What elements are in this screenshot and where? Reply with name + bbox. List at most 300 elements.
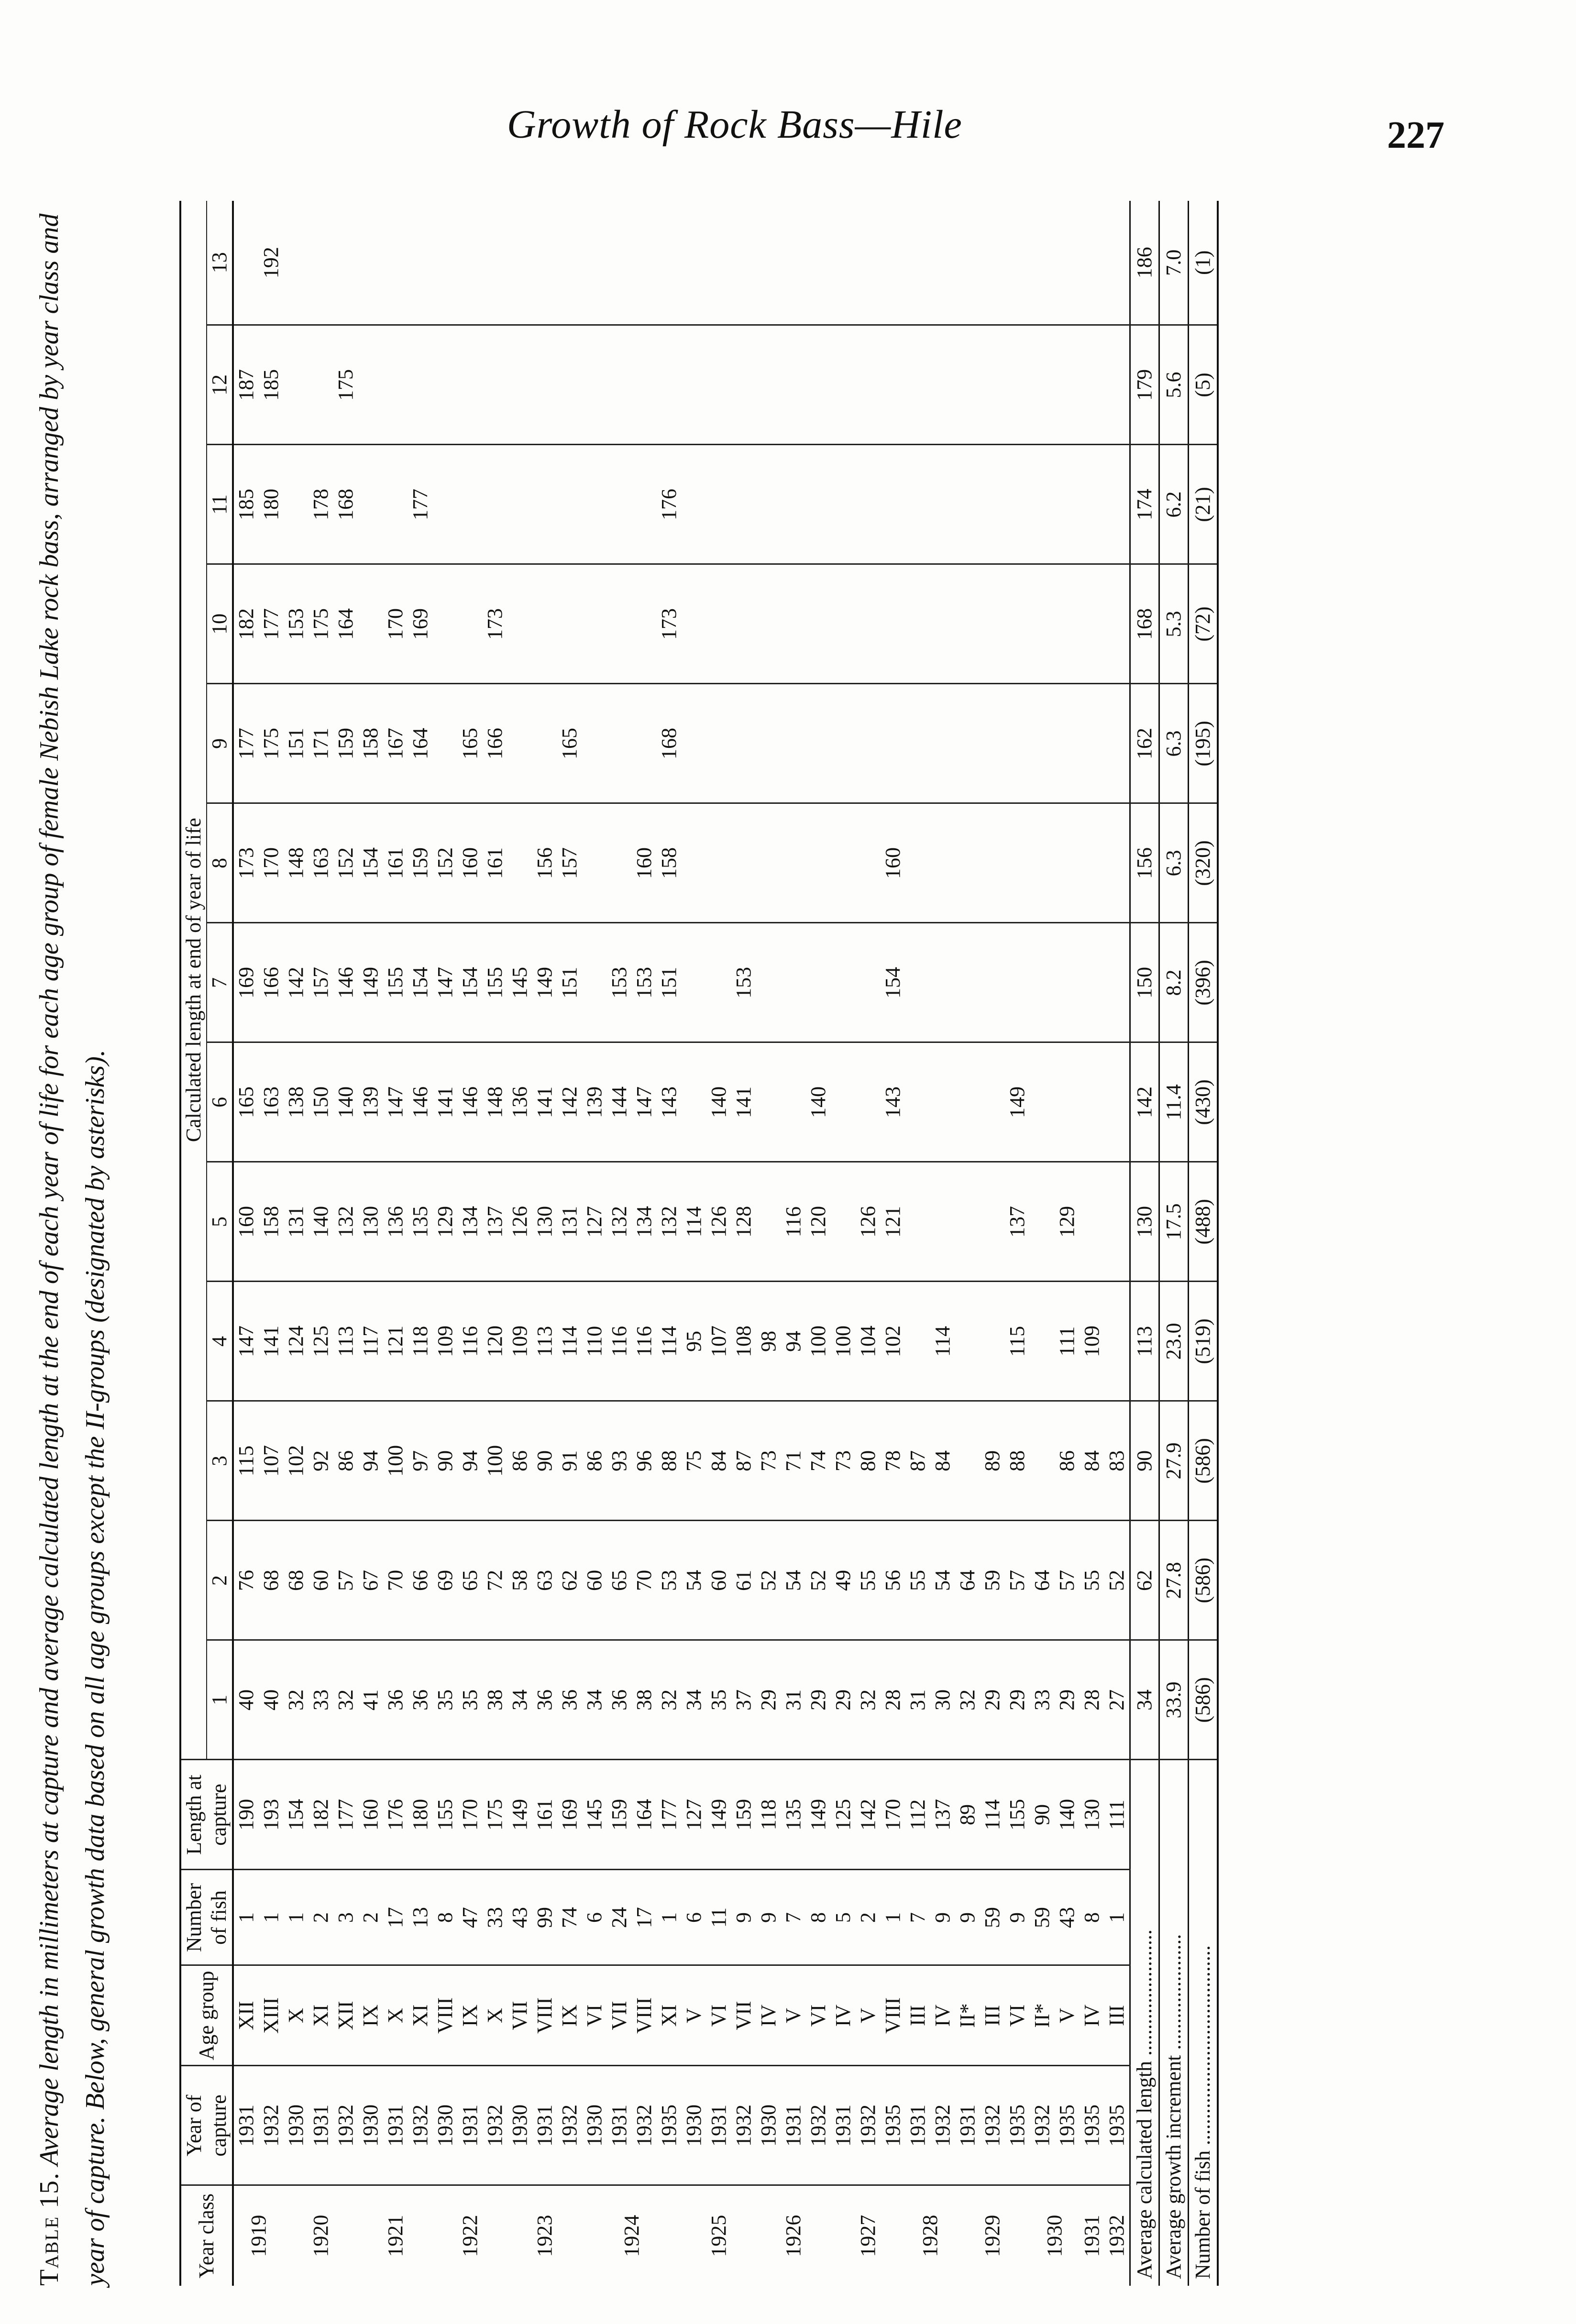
age-group-cell: VI <box>582 1965 607 2066</box>
calculated-length-cell: 177 <box>259 564 284 684</box>
table-row <box>383 201 408 2286</box>
calculated-length-cell: 104 <box>856 1282 881 1401</box>
calculated-length-cell <box>582 201 607 325</box>
age-group-cell: III <box>980 1965 1005 2066</box>
calculated-length-cell <box>309 325 333 445</box>
summary-value-cell: (519) <box>1189 1282 1218 1401</box>
calculated-length-cell: 36 <box>383 1640 408 1760</box>
calculated-length-cell <box>856 803 881 923</box>
calculated-length-cell <box>955 684 980 803</box>
age-group-cell: VIII <box>532 1965 557 2066</box>
calculated-length-cell <box>980 325 1005 445</box>
calculated-length-cell: 142 <box>284 923 309 1042</box>
calculated-length-cell: 67 <box>358 1521 383 1640</box>
calculated-length-cell: 137 <box>1005 1162 1030 1282</box>
calculated-length-cell: 154 <box>458 923 483 1042</box>
header-number-of-fish: Number of fish <box>180 1870 233 1965</box>
calculated-length-cell <box>532 445 557 564</box>
calculated-length-cell <box>756 803 781 923</box>
summary-value-cell: 150 <box>1130 923 1159 1042</box>
capture-year-cell: 1932 <box>557 2066 582 2185</box>
calculated-length-cell: 149 <box>358 923 383 1042</box>
calculated-length-cell: 151 <box>657 923 682 1042</box>
calculated-length-cell <box>1080 803 1104 923</box>
calculated-length-cell <box>955 201 980 325</box>
age-group-cell: IX <box>557 1965 582 2066</box>
calculated-length-cell: 30 <box>930 1640 955 1760</box>
calculated-length-cell: 176 <box>657 445 682 564</box>
calculated-length-cell <box>1030 1042 1055 1162</box>
calculated-length-cell: 98 <box>756 1282 781 1401</box>
calculated-length-cell <box>383 445 408 564</box>
age-group-cell: X <box>284 1965 309 2066</box>
calculated-length-cell: 80 <box>856 1401 881 1521</box>
calculated-length-cell <box>1055 445 1080 564</box>
calculated-length-cell <box>1055 1042 1080 1162</box>
calculated-length-cell: 73 <box>831 1401 856 1521</box>
length-at-capture-cell: 142 <box>856 1760 881 1870</box>
calculated-length-cell <box>806 684 831 803</box>
calculated-length-cell: 146 <box>333 923 358 1042</box>
number-of-fish-cell: 8 <box>806 1870 831 1965</box>
age-group-cell: VII <box>507 1965 532 2066</box>
number-of-fish-cell: 59 <box>980 1870 1005 1965</box>
table-row <box>582 201 607 2286</box>
calculated-length-cell <box>1055 201 1080 325</box>
calculated-length-cell <box>582 445 607 564</box>
calculated-length-cell <box>1030 564 1055 684</box>
age-group-cell: XI <box>408 1965 433 2066</box>
summary-value-cell: 5.6 <box>1159 325 1189 445</box>
calculated-length-cell: 175 <box>333 325 358 445</box>
calculated-length-cell <box>1005 201 1030 325</box>
calculated-length-cell: 151 <box>284 684 309 803</box>
calculated-length-cell: 38 <box>483 1640 507 1760</box>
table-row <box>905 201 930 2286</box>
calculated-length-cell: 29 <box>980 1640 1005 1760</box>
calculated-length-cell <box>1005 923 1030 1042</box>
capture-year-cell: 1930 <box>756 2066 781 2185</box>
calculated-length-cell: 34 <box>582 1640 607 1760</box>
header-age-group: Age group <box>180 1965 233 2066</box>
calculated-length-cell: 138 <box>284 1042 309 1162</box>
calculated-length-cell <box>905 1282 930 1401</box>
calculated-length-cell: 114 <box>557 1282 582 1401</box>
calculated-length-cell <box>458 201 483 325</box>
calculated-length-cell: 160 <box>458 803 483 923</box>
age-group-cell: IV <box>831 1965 856 2066</box>
calculated-length-cell: 116 <box>607 1282 632 1401</box>
calculated-length-cell: 66 <box>408 1521 433 1640</box>
age-group-cell: VIII <box>632 1965 657 2066</box>
calculated-length-cell <box>233 201 259 325</box>
number-of-fish-cell: 43 <box>507 1870 532 1965</box>
table-caption-lead: Table 15. <box>34 2171 64 2286</box>
calculated-length-cell <box>706 445 731 564</box>
calculated-length-cell: 95 <box>682 1282 706 1401</box>
calculated-length-cell <box>756 564 781 684</box>
calculated-length-cell: 41 <box>358 1640 383 1760</box>
calculated-length-cell: 158 <box>358 684 383 803</box>
calculated-length-cell <box>905 684 930 803</box>
calculated-length-cell: 54 <box>930 1521 955 1640</box>
calculated-length-cell <box>1030 1401 1055 1521</box>
calculated-length-cell: 107 <box>259 1401 284 1521</box>
capture-year-cell: 1932 <box>980 2066 1005 2185</box>
calculated-length-cell <box>483 325 507 445</box>
length-at-capture-cell: 169 <box>557 1760 582 1870</box>
calculated-length-cell: 120 <box>483 1282 507 1401</box>
calculated-length-cell: 113 <box>532 1282 557 1401</box>
length-at-capture-cell: 170 <box>458 1760 483 1870</box>
calculated-length-cell: 153 <box>731 923 756 1042</box>
age-group-cell: VIII <box>881 1965 905 2066</box>
calculated-length-cell <box>980 803 1005 923</box>
table-row <box>682 201 706 2286</box>
summary-value-cell: (1) <box>1189 201 1218 325</box>
calculated-length-cell: 160 <box>233 1162 259 1282</box>
table-row <box>433 201 458 2286</box>
calculated-length-cell: 120 <box>806 1162 831 1282</box>
number-of-fish-cell: 9 <box>955 1870 980 1965</box>
calculated-length-cell: 160 <box>632 803 657 923</box>
calculated-length-cell: 36 <box>607 1640 632 1760</box>
summary-value-cell: (586) <box>1189 1640 1218 1760</box>
calculated-length-cell <box>458 445 483 564</box>
header-year-6: 6 <box>207 1042 233 1162</box>
calculated-length-cell: 71 <box>781 1401 806 1521</box>
calculated-length-cell <box>955 1401 980 1521</box>
length-at-capture-cell: 127 <box>682 1760 706 1870</box>
calculated-length-cell <box>582 803 607 923</box>
number-of-fish-cell: 7 <box>781 1870 806 1965</box>
calculated-length-cell: 117 <box>358 1282 383 1401</box>
page-number: 227 <box>1387 114 1444 156</box>
calculated-length-cell <box>433 564 458 684</box>
calculated-length-cell: 31 <box>781 1640 806 1760</box>
header-year-12: 12 <box>207 325 233 445</box>
capture-year-cell: 1932 <box>930 2066 955 2185</box>
calculated-length-cell: 136 <box>507 1042 532 1162</box>
calculated-length-cell <box>682 1042 706 1162</box>
calculated-length-cell: 156 <box>532 803 557 923</box>
summary-value-cell: 33.9 <box>1159 1640 1189 1760</box>
calculated-length-cell <box>731 325 756 445</box>
calculated-length-cell: 55 <box>905 1521 930 1640</box>
calculated-length-cell: 53 <box>657 1521 682 1640</box>
number-of-fish-cell: 43 <box>1055 1870 1080 1965</box>
length-at-capture-cell: 140 <box>1055 1760 1080 1870</box>
calculated-length-cell: 136 <box>383 1162 408 1282</box>
calculated-length-cell: 149 <box>1005 1042 1030 1162</box>
calculated-length-cell: 152 <box>433 803 458 923</box>
age-group-cell: XIII <box>259 1965 284 2066</box>
summary-value-cell: 162 <box>1130 684 1159 803</box>
table-row <box>607 201 632 2286</box>
calculated-length-cell: 192 <box>259 201 284 325</box>
calculated-length-cell: 36 <box>408 1640 433 1760</box>
calculated-length-cell: 114 <box>930 1282 955 1401</box>
calculated-length-cell <box>706 201 731 325</box>
length-at-capture-cell: 180 <box>408 1760 433 1870</box>
length-at-capture-cell: 170 <box>881 1760 905 1870</box>
age-group-cell: VII <box>731 1965 756 2066</box>
table-row <box>980 201 1005 2286</box>
table-row <box>632 201 657 2286</box>
capture-year-cell: 1931 <box>706 2066 731 2185</box>
calculated-length-cell: 58 <box>507 1521 532 1640</box>
calculated-length-cell: 36 <box>557 1640 582 1760</box>
calculated-length-cell: 165 <box>458 684 483 803</box>
length-at-capture-cell: 177 <box>657 1760 682 1870</box>
calculated-length-cell: 130 <box>358 1162 383 1282</box>
calculated-length-cell: 100 <box>383 1401 408 1521</box>
table-row <box>831 201 856 2286</box>
calculated-length-cell <box>756 445 781 564</box>
calculated-length-cell <box>831 1042 856 1162</box>
number-of-fish-cell: 9 <box>1005 1870 1030 1965</box>
number-of-fish-cell: 1 <box>284 1870 309 1965</box>
calculated-length-cell: 125 <box>309 1282 333 1401</box>
summary-value-cell: 6.3 <box>1159 684 1189 803</box>
calculated-length-cell: 54 <box>682 1521 706 1640</box>
calculated-length-cell <box>905 325 930 445</box>
calculated-length-cell: 139 <box>582 1042 607 1162</box>
calculated-length-cell <box>408 325 433 445</box>
calculated-length-cell <box>930 684 955 803</box>
calculated-length-cell: 128 <box>731 1162 756 1282</box>
calculated-length-cell: 29 <box>806 1640 831 1760</box>
calculated-length-cell: 57 <box>1055 1521 1080 1640</box>
length-at-capture-cell: 130 <box>1080 1760 1104 1870</box>
year-class-cell: 1923 <box>533 2214 556 2257</box>
calculated-length-cell: 76 <box>233 1521 259 1640</box>
number-of-fish-cell: 1 <box>1104 1870 1130 1965</box>
summary-value-cell: 174 <box>1130 445 1159 564</box>
summary-row <box>1189 201 1218 2286</box>
capture-year-cell: 1935 <box>1005 2066 1030 2185</box>
year-class-cell: 1931 <box>1080 2214 1103 2257</box>
year-class-cell: 1930 <box>1043 2214 1066 2257</box>
calculated-length-cell <box>682 803 706 923</box>
calculated-length-cell: 185 <box>259 325 284 445</box>
calculated-length-cell: 134 <box>632 1162 657 1282</box>
calculated-length-cell: 126 <box>706 1162 731 1282</box>
calculated-length-cell <box>1005 803 1030 923</box>
calculated-length-cell: 60 <box>309 1521 333 1640</box>
calculated-length-cell: 84 <box>1080 1401 1104 1521</box>
calculated-length-cell <box>781 564 806 684</box>
calculated-length-cell: 173 <box>483 564 507 684</box>
calculated-length-cell <box>706 684 731 803</box>
calculated-length-cell <box>632 445 657 564</box>
calculated-length-cell <box>632 201 657 325</box>
calculated-length-cell: 27 <box>1104 1640 1130 1760</box>
calculated-length-cell: 83 <box>1104 1401 1130 1521</box>
calculated-length-cell: 154 <box>358 803 383 923</box>
calculated-length-cell: 109 <box>433 1282 458 1401</box>
summary-value-cell: 142 <box>1130 1042 1159 1162</box>
calculated-length-cell: 130 <box>532 1162 557 1282</box>
capture-year-cell: 1935 <box>657 2066 682 2185</box>
calculated-length-cell: 135 <box>408 1162 433 1282</box>
age-group-cell: IV <box>1080 1965 1104 2066</box>
summary-value-cell: 27.8 <box>1159 1521 1189 1640</box>
table-row <box>532 201 557 2286</box>
calculated-length-cell <box>682 564 706 684</box>
age-group-cell: XII <box>333 1965 358 2066</box>
table-row <box>657 201 682 2286</box>
calculated-length-cell <box>905 923 930 1042</box>
calculated-length-cell: 29 <box>1005 1640 1030 1760</box>
calculated-length-cell: 159 <box>333 684 358 803</box>
calculated-length-cell: 60 <box>706 1521 731 1640</box>
calculated-length-cell: 170 <box>259 803 284 923</box>
calculated-length-cell: 32 <box>333 1640 358 1760</box>
calculated-length-cell <box>731 564 756 684</box>
calculated-length-cell <box>408 201 433 325</box>
calculated-length-cell <box>1030 923 1055 1042</box>
calculated-length-cell: 63 <box>532 1521 557 1640</box>
calculated-length-cell <box>383 325 408 445</box>
calculated-length-cell <box>781 684 806 803</box>
calculated-length-cell <box>905 201 930 325</box>
calculated-length-cell <box>682 445 706 564</box>
number-of-fish-cell: 1 <box>881 1870 905 1965</box>
length-at-capture-cell: 175 <box>483 1760 507 1870</box>
calculated-length-cell: 141 <box>433 1042 458 1162</box>
calculated-length-cell <box>1080 201 1104 325</box>
capture-year-cell: 1931 <box>955 2066 980 2185</box>
calculated-length-cell <box>781 445 806 564</box>
capture-year-cell: 1931 <box>383 2066 408 2185</box>
capture-year-cell: 1935 <box>1055 2066 1080 2185</box>
calculated-length-cell: 171 <box>309 684 333 803</box>
calculated-length-cell: 116 <box>458 1282 483 1401</box>
calculated-length-cell <box>881 325 905 445</box>
summary-label: Average growth increment ...................... <box>1159 1760 1189 2286</box>
calculated-length-cell: 116 <box>781 1162 806 1282</box>
calculated-length-cell <box>980 564 1005 684</box>
calculated-length-cell <box>756 201 781 325</box>
header-year-8: 8 <box>207 803 233 923</box>
calculated-length-cell: 33 <box>309 1640 333 1760</box>
calculated-length-cell <box>433 684 458 803</box>
calculated-length-cell <box>483 445 507 564</box>
calculated-length-cell: 141 <box>731 1042 756 1162</box>
calculated-length-cell <box>1030 1162 1055 1282</box>
calculated-length-cell: 69 <box>433 1521 458 1640</box>
number-of-fish-cell: 33 <box>483 1870 507 1965</box>
calculated-length-cell <box>1080 1162 1104 1282</box>
table-row <box>856 201 881 2286</box>
calculated-length-cell <box>781 803 806 923</box>
year-class-cell: 1928 <box>918 2214 942 2257</box>
calculated-length-cell: 126 <box>507 1162 532 1282</box>
calculated-length-cell: 163 <box>309 803 333 923</box>
number-of-fish-cell: 11 <box>706 1870 731 1965</box>
calculated-length-cell: 153 <box>632 923 657 1042</box>
length-at-capture-cell: 159 <box>607 1760 632 1870</box>
calculated-length-cell: 161 <box>383 803 408 923</box>
table-row <box>756 201 781 2286</box>
calculated-length-cell: 31 <box>905 1640 930 1760</box>
capture-year-cell: 1932 <box>632 2066 657 2185</box>
calculated-length-cell <box>905 564 930 684</box>
header-year-of-capture: Year of capture <box>180 2066 233 2185</box>
calculated-length-cell <box>756 923 781 1042</box>
calculated-length-cell: 87 <box>905 1401 930 1521</box>
calculated-length-cell <box>1030 445 1055 564</box>
calculated-length-cell <box>930 564 955 684</box>
calculated-length-cell <box>1080 445 1104 564</box>
calculated-length-cell: 178 <box>309 445 333 564</box>
calculated-length-cell: 129 <box>433 1162 458 1282</box>
length-at-capture-cell: 164 <box>632 1760 657 1870</box>
calculated-length-cell: 37 <box>731 1640 756 1760</box>
summary-value-cell: (5) <box>1189 325 1218 445</box>
calculated-length-cell: 96 <box>632 1401 657 1521</box>
calculated-length-cell <box>1080 684 1104 803</box>
calculated-length-cell: 148 <box>483 1042 507 1162</box>
calculated-length-cell <box>881 564 905 684</box>
year-class-cell: 1932 <box>1105 2214 1128 2257</box>
calculated-length-cell: 32 <box>284 1640 309 1760</box>
length-at-capture-cell: 177 <box>333 1760 358 1870</box>
calculated-length-cell <box>756 1162 781 1282</box>
number-of-fish-cell: 6 <box>582 1870 607 1965</box>
calculated-length-cell: 144 <box>607 1042 632 1162</box>
calculated-length-cell: 86 <box>333 1401 358 1521</box>
number-of-fish-cell: 9 <box>756 1870 781 1965</box>
calculated-length-cell: 52 <box>806 1521 831 1640</box>
age-group-cell: X <box>383 1965 408 2066</box>
calculated-length-cell <box>433 201 458 325</box>
calculated-length-cell <box>806 803 831 923</box>
calculated-length-cell: 175 <box>259 684 284 803</box>
table-row <box>955 201 980 2286</box>
calculated-length-cell: 64 <box>955 1521 980 1640</box>
calculated-length-cell: 139 <box>358 1042 383 1162</box>
calculated-length-cell: 61 <box>731 1521 756 1640</box>
calculated-length-cell: 34 <box>507 1640 532 1760</box>
calculated-length-cell: 145 <box>507 923 532 1042</box>
summary-value-cell: 34 <box>1130 1640 1159 1760</box>
summary-value-cell: (72) <box>1189 564 1218 684</box>
calculated-length-cell <box>532 325 557 445</box>
summary-value-cell: 11.4 <box>1159 1042 1189 1162</box>
calculated-length-cell: 164 <box>408 684 433 803</box>
calculated-length-cell: 86 <box>1055 1401 1080 1521</box>
length-at-capture-cell: 160 <box>358 1760 383 1870</box>
capture-year-cell: 1930 <box>582 2066 607 2185</box>
calculated-length-cell: 187 <box>233 325 259 445</box>
year-class-cell: 1926 <box>782 2214 805 2257</box>
calculated-length-cell: 131 <box>557 1162 582 1282</box>
summary-value-cell: 62 <box>1130 1521 1159 1640</box>
capture-year-cell: 1932 <box>408 2066 433 2185</box>
length-at-capture-cell: 159 <box>731 1760 756 1870</box>
calculated-length-cell <box>905 1162 930 1282</box>
calculated-length-cell <box>682 923 706 1042</box>
calculated-length-cell <box>955 923 980 1042</box>
table-row <box>930 201 955 2286</box>
calculated-length-cell: 70 <box>632 1521 657 1640</box>
capture-year-cell: 1931 <box>532 2066 557 2185</box>
calculated-length-cell: 90 <box>433 1401 458 1521</box>
age-group-cell: IV <box>756 1965 781 2066</box>
header-year-3: 3 <box>207 1401 233 1521</box>
